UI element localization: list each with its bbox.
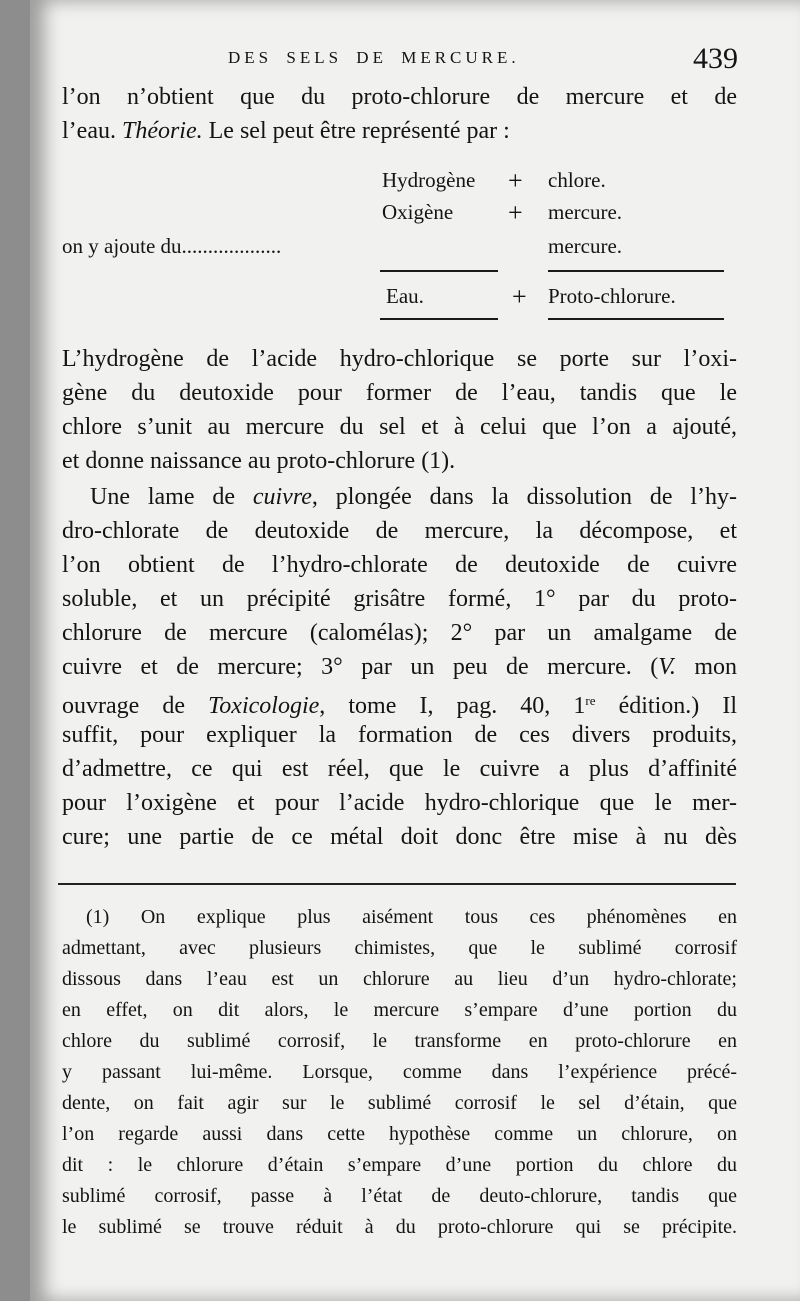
text-run: Le sel peut être représenté par : (202, 118, 510, 144)
footnote-line: dente, on fait agir sur le sublimé corrosif le sel d’étain, que (62, 1092, 737, 1114)
equation-rule (548, 270, 724, 272)
page-number: 439 (693, 42, 738, 75)
footnote-line: dissous dans l’eau est un chlorure au lieu d’un hydro-chlorate; (62, 968, 737, 990)
text-line: soluble, et un précipité grisâtre formé, 1° par du proto- (62, 586, 737, 612)
superscript: re (585, 693, 596, 708)
footnote-line: en effet, on dit alors, le mercure s’empare d’une portion du (62, 999, 737, 1021)
text-line: d’admettre, ce qui est réel, que le cuivre a plus d’affinité (62, 756, 737, 782)
text-run: édition.) Il (595, 693, 738, 719)
text-line: chlore s’unit au mercure du sel et à celui que l’on a ajouté, (62, 414, 737, 440)
plus-sign: + (512, 282, 527, 311)
equation-label: on y ajoute du................... (62, 234, 282, 258)
text-line (62, 686, 737, 721)
text-line: pour l’oxigène et pour l’acide hydro-chlorique que le mer- (62, 790, 737, 816)
equation-term: chlore. (548, 168, 606, 192)
footnote-line: sublimé corrosif, passe à l’état de deuto-chlorure, tandis que (62, 1185, 737, 1207)
page-header (228, 42, 748, 86)
equation-term: mercure. (548, 234, 623, 258)
italic-run: V. (658, 654, 676, 680)
text-run: , tome I, pag. 40, 1 (319, 693, 586, 719)
equation-term: Hydrogène (382, 168, 476, 192)
text-run: , plongée dans la dissolution de l’hy- (311, 484, 737, 510)
text-line: dro-chlorate de deutoxide de mercure, la décompose, et (62, 518, 737, 544)
text-run: Une lame de (90, 484, 253, 510)
footnote-line: l’on regarde aussi dans cette hypothèse comme un chlorure, on (62, 1123, 737, 1145)
equation-term: Eau. (386, 284, 424, 308)
text-line (62, 116, 510, 146)
plus-sign: + (508, 198, 523, 227)
text-line: suffit, pour expliquer la formation de ces divers produits, (62, 722, 737, 748)
text-line: cure; une partie de ce métal doit donc être mise à nu dès (62, 824, 737, 850)
footnote-line: admettant, avec plusieurs chimistes, que le sublimé corrosif (62, 937, 737, 959)
text-line: l’on obtient de l’hydro-chlorate de deutoxide de cuivre (62, 552, 737, 578)
italic-run: Toxicologie (208, 693, 320, 719)
equation-term: Oxigène (382, 200, 454, 224)
equation-rule (548, 318, 724, 320)
footnote-line: le sublimé se trouve réduit à du proto-chlorure qui se précipite. (62, 1216, 737, 1238)
footnote-line: dit : le chlorure d’étain s’empare d’une portion du chlore du (62, 1154, 737, 1176)
footnote-line: chlore du sublimé corrosif, le transforme en proto-chlorure en (62, 1030, 737, 1052)
text-run: l’eau. (62, 118, 122, 144)
text-run: mon (675, 654, 737, 680)
footnote-line: y passant lui-même. Lorsque, comme dans l’expérience précé- (62, 1061, 737, 1083)
text-line (90, 482, 737, 512)
text-line: l’on n’obtient que du proto-chlorure de mercure et de (62, 84, 737, 110)
text-line (62, 652, 737, 682)
text-line: chlorure de mercure (calomélas); 2° par un amalgame de (62, 620, 737, 646)
text-line: gène du deutoxide pour former de l’eau, tandis que le (62, 380, 737, 406)
text-line: et donne naissance au proto-chlorure (1). (62, 448, 456, 474)
text-run: ouvrage de (62, 693, 209, 719)
plus-sign: + (508, 166, 523, 195)
footnote-separator (58, 883, 736, 885)
text-line: L’hydrogène de l’acide hydro-chlorique se porte sur l’oxi- (62, 346, 737, 372)
footnote-line: (1) On explique plus aisément tous ces phénomènes en (86, 906, 737, 928)
equation-term: mercure. (548, 200, 623, 224)
equation-rule (380, 270, 498, 272)
equation-term: Proto-chlorure. (548, 284, 676, 308)
italic-run: Théorie. (121, 118, 203, 144)
italic-run: cuivre (252, 484, 312, 510)
running-title: DES SELS DE MERCURE. (228, 48, 520, 67)
text-run: cuivre et de mercure; 3° par un peu de mercure. ( (62, 654, 659, 680)
equation-rule (380, 318, 498, 320)
